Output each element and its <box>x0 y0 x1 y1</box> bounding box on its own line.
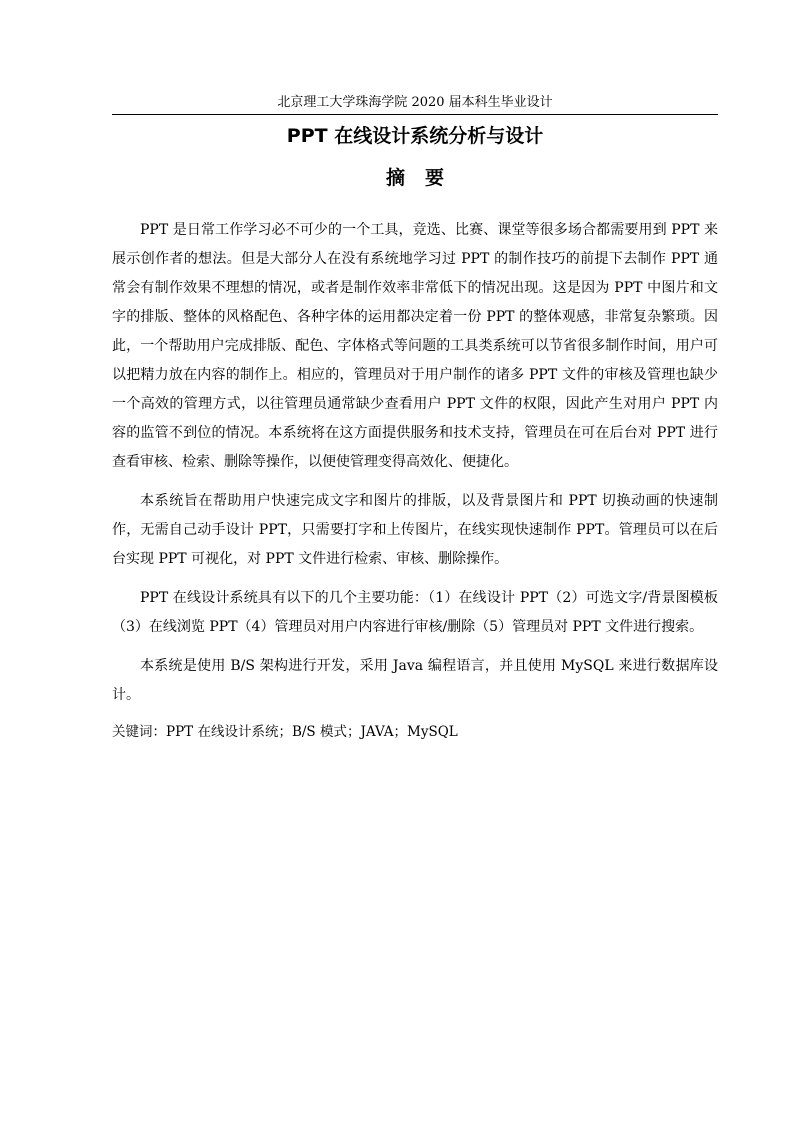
document-title: PPT 在线设计系统分析与设计 <box>286 125 544 147</box>
abstract-paragraph: 本系统旨在帮助用户快速完成文字和图片的排版，以及背景图片和 PPT 切换动画的快速制作，无需自己动手设计 PPT，只需要打字和上传图片，在线实现快速制作 PPT。管理员可以在后台实现 PPT 可视化，对 PPT 文件进行检索、审核、删除操作。 <box>112 493 718 567</box>
abstract-body <box>112 216 718 744</box>
abstract-paragraph: PPT 是日常工作学习必不可少的一个工具，竞选、比赛、课堂等很多场合都需要用到 PPT 来展示创作者的想法。但是大部分人在没有系统地学习过 PPT 的制作技巧的前提下去制作 PPT 通常会有制作效果不理想的情况，或者是制作效率非常低下的情况出现。这是因为 PPT 中图片和文字的排版、整体的风格配色、各种字体的运用都决定着一份 PPT 的整体观感，非常复杂繁琐。因此，一个帮助用户完成排版、配色、字体格式等问题的工具类系统可以节省很多制作时间，用户可以把精力放在内容的制作上。相应的，管理员对于用户制作的诸多 PPT 文件的审核及管理也缺少一个高效的管理方式，以往管理员通常缺少查看用户 PPT 文件的权限，因此产生对用户 PPT 内容的监管不到位的情况。本系统将在这方面提供服务和技术支持，管理员在可在后台对 PPT 进行查看审核、检索、删除等操作，以便使管理变得高效化、便捷化。 <box>112 222 718 470</box>
keywords-line: 关键词：PPT 在线设计系统；B/S 模式；JAVA；MySQL <box>112 724 458 740</box>
abstract-paragraph: PPT 在线设计系统具有以下的几个主要功能：（1）在线设计 PPT（2）可选文字/背景图模板（3）在线浏览 PPT（4）管理员对用户内容进行审核/删除（5）管理员对 PPT 文件进行搜索。 <box>112 590 718 635</box>
abstract-heading: 摘要 <box>385 167 464 189</box>
running-title: 北京理工大学珠海学院 2020 届本科生毕业设计 <box>277 95 553 110</box>
page-header <box>112 92 718 115</box>
abstract-paragraph: 本系统是使用 B/S 架构进行开发，采用 Java 编程语言，并且使用 MySQL 来进行数据库设计。 <box>112 658 718 703</box>
